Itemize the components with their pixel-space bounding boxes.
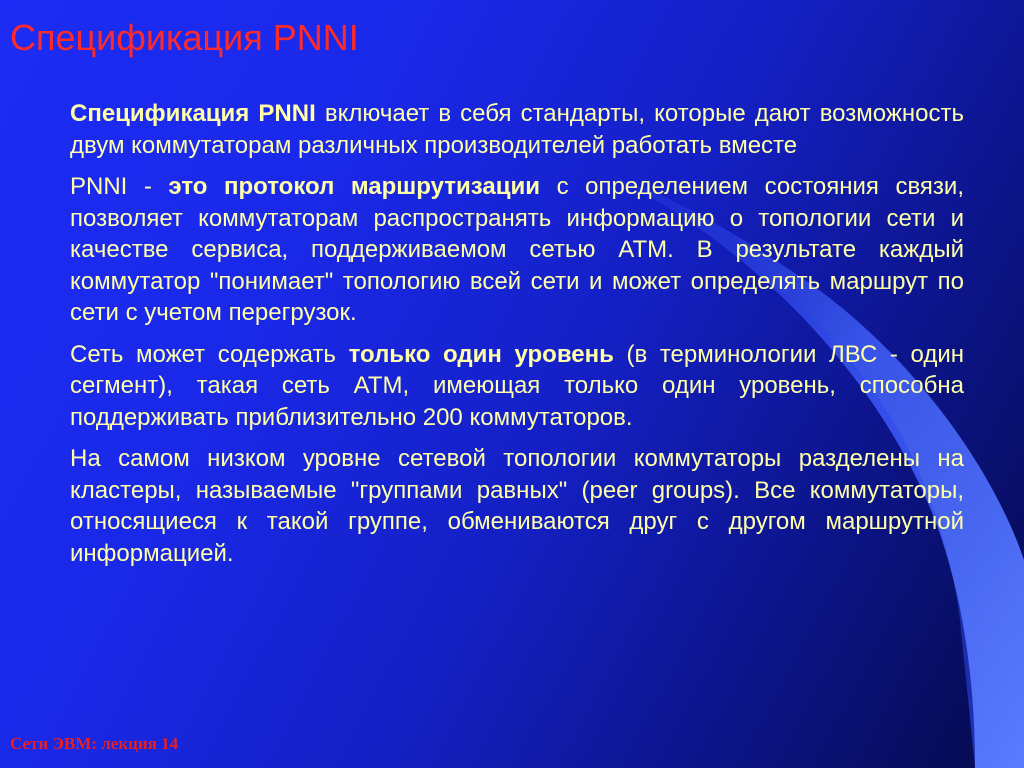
paragraph-1-bold: Спецификация PNNI <box>70 100 316 127</box>
paragraph-1-text: включает в себя стандарты, которые дают возможность двум коммутаторам различных производителей работать вместе <box>70 100 964 159</box>
paragraph-2-bold: это протокол маршрутизации <box>168 173 541 200</box>
slide-title: Спецификация PNNI <box>10 17 359 58</box>
paragraph-3-bold: только один уровень <box>348 340 614 368</box>
paragraph-1 <box>70 98 964 161</box>
paragraph-3 <box>70 339 964 434</box>
paragraph-2-pre: PNNI - <box>70 173 169 200</box>
paragraph-3-pre: Сеть может содержать <box>70 340 349 368</box>
slide-body <box>70 98 964 579</box>
paragraph-4-text: На самом низком уровне сетевой топологии коммутаторы разделены на кластеры, называемые "группами равных" (peer groups). Все коммутаторы, относящиеся к такой группе, обмениваются друг с другом маршрутной информацией. <box>70 445 964 567</box>
slide-footer: Сети ЭВМ: лекция 14 <box>10 734 179 753</box>
paragraph-2-text: с определением состояния связи, позволяет коммутаторам распространять информацию о топологии сети и качестве сервиса, поддерживаемом сетью ATM. В результате каждый коммутатор "понимает" топологию всей сети и может определять маршрут по сети с учетом перегрузок. <box>70 173 965 326</box>
paragraph-4 <box>70 443 964 569</box>
paragraph-2 <box>70 171 964 329</box>
paragraph-3-text: (в терминологии ЛВС - один сегмент), такая сеть ATM, имеющая только один уровень, способна поддерживать приблизительно 200 коммутаторов. <box>70 340 965 431</box>
